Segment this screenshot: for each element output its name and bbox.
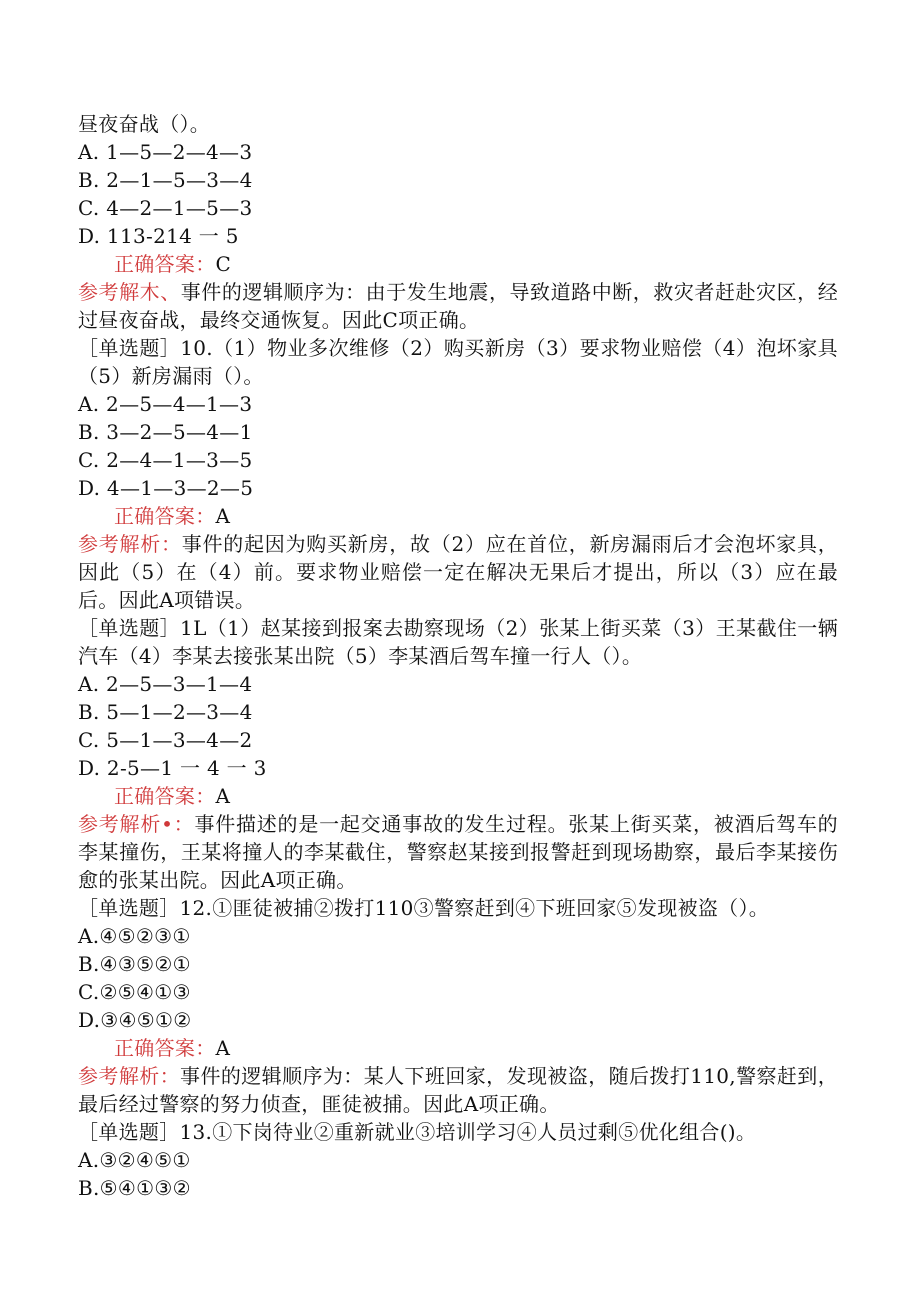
q9-explanation bbox=[78, 278, 838, 334]
question-10: ［单选题］10.（1）物业多次维修（2）购买新房（3）要求物业赔偿（4）泡坏家具（5）新房漏雨（）。 bbox=[78, 336, 838, 388]
q9-option-a: A. 1—5—2—4—3 bbox=[78, 140, 253, 164]
explanation-text: 事件的逻辑顺序为：某人下班回家，发现被盗，随后拨打110,警察赶到，最后经过警察的努力侦查，匪徒被捕。因此A项正确。 bbox=[78, 1064, 839, 1116]
q9-option-d: D. 113-214 一 5 bbox=[78, 224, 239, 248]
explanation-label: 参考解析： bbox=[78, 532, 182, 556]
answer-label: 正确答案： bbox=[114, 504, 216, 528]
explanation-text: 事件的起因为购买新房，故（2）应在首位，新房漏雨后才会泡坏家具，因此（5）在（4）前。要求物业赔偿一定在解决无果后才提出，所以（3）应在最后。因此A项错误。 bbox=[78, 532, 838, 612]
q9-option-c: C. 4—2—1—5—3 bbox=[78, 196, 253, 220]
q13-option-b: B.⑤④①③② bbox=[78, 1176, 191, 1200]
q12-option-b: B.④③⑤②① bbox=[78, 952, 191, 976]
answer-value: A bbox=[215, 784, 231, 808]
q10-answer bbox=[78, 502, 838, 530]
q11-option-c: C. 5—1—3—4—2 bbox=[78, 728, 253, 752]
q12-option-a: A.④⑤②③① bbox=[78, 924, 191, 948]
explanation-text: 事件描述的是一起交通事故的发生过程。张某上街买菜，被酒后驾车的李某撞伤，王某将撞人的李某截住，警察赵某接到报警赶到现场勘察，最后李某接伤愈的张某出院。因此A项正确。 bbox=[78, 812, 838, 892]
q10-option-d: D. 4—1—3—2—5 bbox=[78, 476, 254, 500]
q9-option-b: B. 2—1—5—3—4 bbox=[78, 168, 253, 192]
q11-option-d: D. 2-5—1 一 4 一 3 bbox=[78, 756, 267, 780]
question-13: ［单选题］13.①下岗待业②重新就业③培训学习④人员过剩⑤优化组合()。 bbox=[78, 1120, 757, 1144]
q12-option-c: C.②⑤④①③ bbox=[78, 980, 191, 1004]
answer-label: 正确答案： bbox=[114, 1036, 216, 1060]
explanation-label: 参考解析•： bbox=[78, 812, 195, 836]
q11-answer bbox=[78, 782, 838, 810]
q10-option-b: B. 3—2—5—4—1 bbox=[78, 420, 253, 444]
explanation-label: 参考解析： bbox=[78, 1064, 181, 1088]
question-12: ［单选题］12.①匪徒被捕②拨打110③警察赶到④下班回家⑤发现被盗（）。 bbox=[78, 896, 770, 920]
answer-value: C bbox=[215, 252, 232, 276]
q13-option-a: A.③②④⑤① bbox=[78, 1148, 191, 1172]
answer-label: 正确答案： bbox=[114, 784, 216, 808]
explanation-text: 事件的逻辑顺序为：由于发生地震，导致道路中断，救灾者赶赴灾区，经过昼夜奋战，最终交通恢复。因此C项正确。 bbox=[78, 280, 839, 332]
q12-explanation bbox=[78, 1062, 838, 1118]
q11-explanation bbox=[78, 810, 838, 894]
explanation-label: 参考解木、 bbox=[78, 280, 181, 304]
q10-option-c: C. 2—4—1—3—5 bbox=[78, 448, 253, 472]
q12-answer bbox=[78, 1034, 838, 1062]
document-body bbox=[78, 110, 838, 1202]
answer-label: 正确答案： bbox=[114, 252, 216, 276]
question-11: ［单选题］1L（1）赵某接到报案去勘察现场（2）张某上街买菜（3）王某截住一辆汽车（4）李某去接张某出院（5）李某酒后驾车撞一行人（）。 bbox=[78, 616, 838, 668]
q11-option-b: B. 5—1—2—3—4 bbox=[78, 700, 253, 724]
question-9-tail: 昼夜奋战（）。 bbox=[78, 112, 211, 136]
q10-option-a: A. 2—5—4—1—3 bbox=[78, 392, 253, 416]
q12-option-d: D.③④⑤①② bbox=[78, 1008, 192, 1032]
answer-value: A bbox=[215, 1036, 231, 1060]
q10-explanation bbox=[78, 530, 838, 614]
q9-answer bbox=[78, 250, 838, 278]
q11-option-a: A. 2—5—3—1—4 bbox=[78, 672, 253, 696]
answer-value: A bbox=[215, 504, 231, 528]
